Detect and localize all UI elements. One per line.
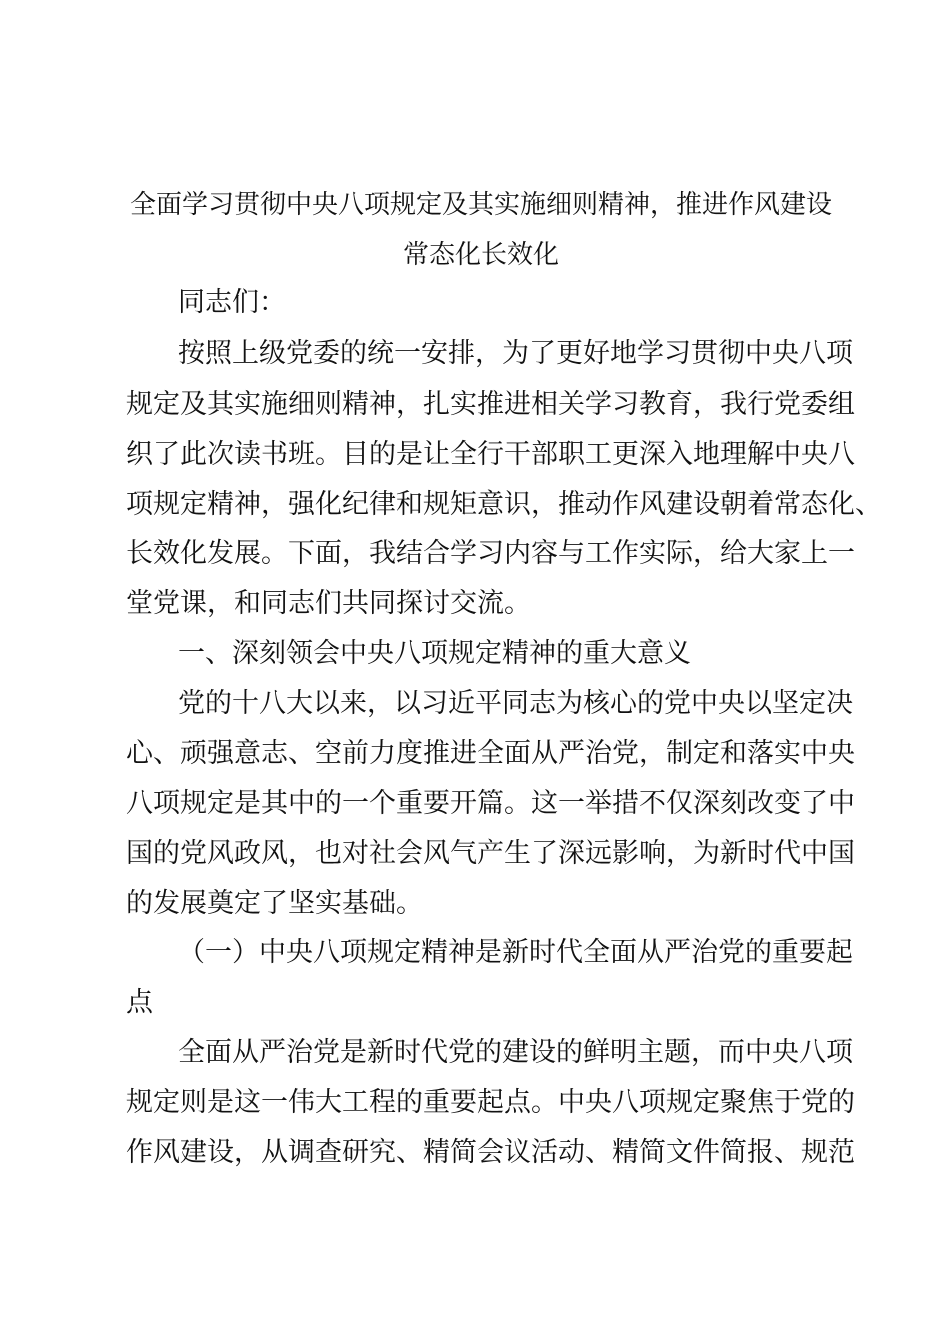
subsection-heading: （一）中央八项规定精神是新时代全面从严治党的重要起 [178,937,853,968]
body-line: 作风建设，从调查研究、精简会议活动、精简文件简报、规范 [126,1137,855,1168]
body-line: 堂党课，和同志们共同探讨交流。 [126,588,531,619]
body-line: 心、顽强意志、空前力度推进全面从严治党，制定和落实中央 [126,738,855,769]
body-line: 党的十八大以来，以习近平同志为核心的党中央以坚定决 [178,688,853,719]
document-title-line-1: 全面学习贯彻中央八项规定及其实施细则精神，推进作风建设 [129,190,832,220]
section-heading: 一、深刻领会中央八项规定精神的重大意义 [178,638,691,669]
body-line: 项规定精神，强化纪律和规矩意识，推动作风建设朝着常态化、 [126,489,882,520]
body-line: 长效化发展。下面，我结合学习内容与工作实际，给大家上一 [126,538,855,569]
body-line: 织了此次读书班。目的是让全行干部职工更深入地理解中央八 [126,439,855,470]
subsection-heading-continued: 点 [126,987,153,1018]
body-line: 国的党风政风，也对社会风气产生了深远影响，为新时代中国 [126,838,855,869]
body-line: 规定则是这一伟大工程的重要起点。中央八项规定聚焦于党的 [126,1087,855,1118]
body-line: 全面从严治党是新时代党的建设的鲜明主题，而中央八项 [178,1037,853,1068]
document-title-line-2: 常态化长效化 [402,240,559,270]
salutation: 同志们： [178,287,286,318]
body-line: 规定及其实施细则精神，扎实推进相关学习教育，我行党委组 [126,389,855,420]
body-line: 按照上级党委的统一安排，为了更好地学习贯彻中央八项 [178,338,853,369]
body-line: 的发展奠定了坚实基础。 [126,888,423,919]
body-line: 八项规定是其中的一个重要开篇。这一举措不仅深刻改变了中 [126,788,855,819]
